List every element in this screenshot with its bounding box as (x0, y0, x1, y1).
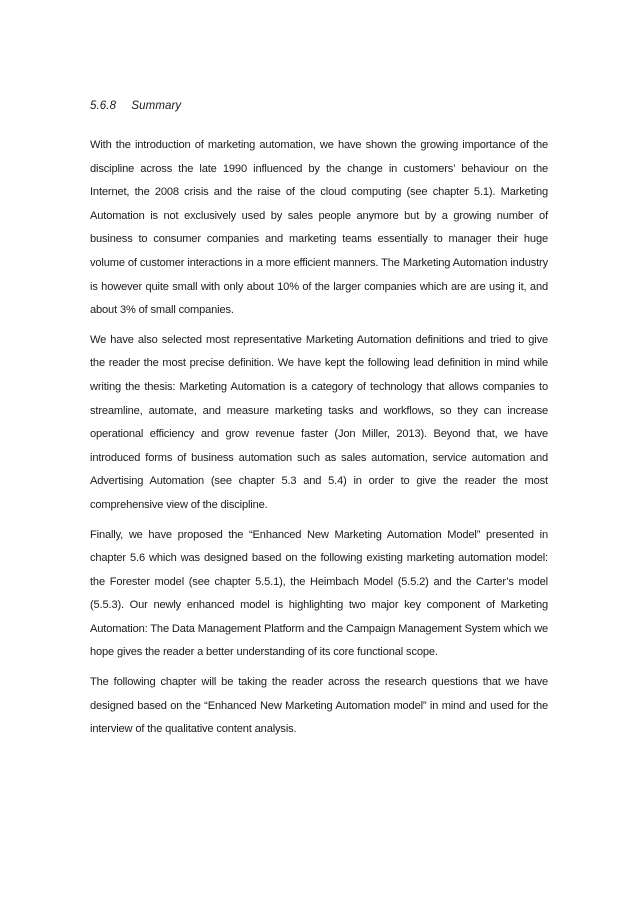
paragraph-definitions: We have also selected most representative Marketing Automation definitions and tried to give the reader the most precise definition. We have kept the following lead definition in mind while writing the thesis: Marketing Automation is a category of technology that allows companies to streamline, automate, and measure marketing tasks and workflows, so they can increase operational efficiency and grow revenue faster (Jon Miller, 2013). Beyond that, we have introduced forms of business automation such as sales automation, service automation and Advertising Automation (see chapter 5.3 and 5.4) in order to give the reader the most comprehensive view of the discipline. (90, 333, 548, 511)
section-title: Summary (131, 100, 182, 112)
section-heading (90, 96, 548, 116)
section-number: 5.6.8 (90, 100, 117, 112)
paragraph-model: Finally, we have proposed the “Enhanced New Marketing Automation Model” presented in chapter 5.6 which was designed based on the following existing marketing automation model: the Forester model (see chapter 5.5.1), the Heimbach Model (5.5.2) and the Carter’s model (5.5.3). Our newly enhanced model is highlighting two major key component of Marketing Automation: The Data Management Platform and the Campaign Management System which we hope gives the reader a better understanding of its core functional scope. (90, 528, 548, 659)
document-page (90, 96, 548, 748)
paragraph-next-chapter: The following chapter will be taking the reader across the research questions that we have designed based on the “Enhanced New Marketing Automation model” in mind and used for the interview of the qualitative content analysis. (90, 676, 548, 736)
paragraph-introduction: With the introduction of marketing automation, we have shown the growing importance of the discipline across the late 1990 influenced by the change in customers’ behaviour on the Internet, the 2008 crisis and the raise of the cloud computing (see chapter 5.1). Marketing Automation is not exclusively used by sales people anymore but by a growing number of business to consumer companies and marketing teams essentially to manager their huge volume of customer interactions in a more efficient manners. The Marketing Automation industry is however quite small with only about 10% of the larger companies which are are using it, and about 3% of small companies. (90, 139, 548, 317)
